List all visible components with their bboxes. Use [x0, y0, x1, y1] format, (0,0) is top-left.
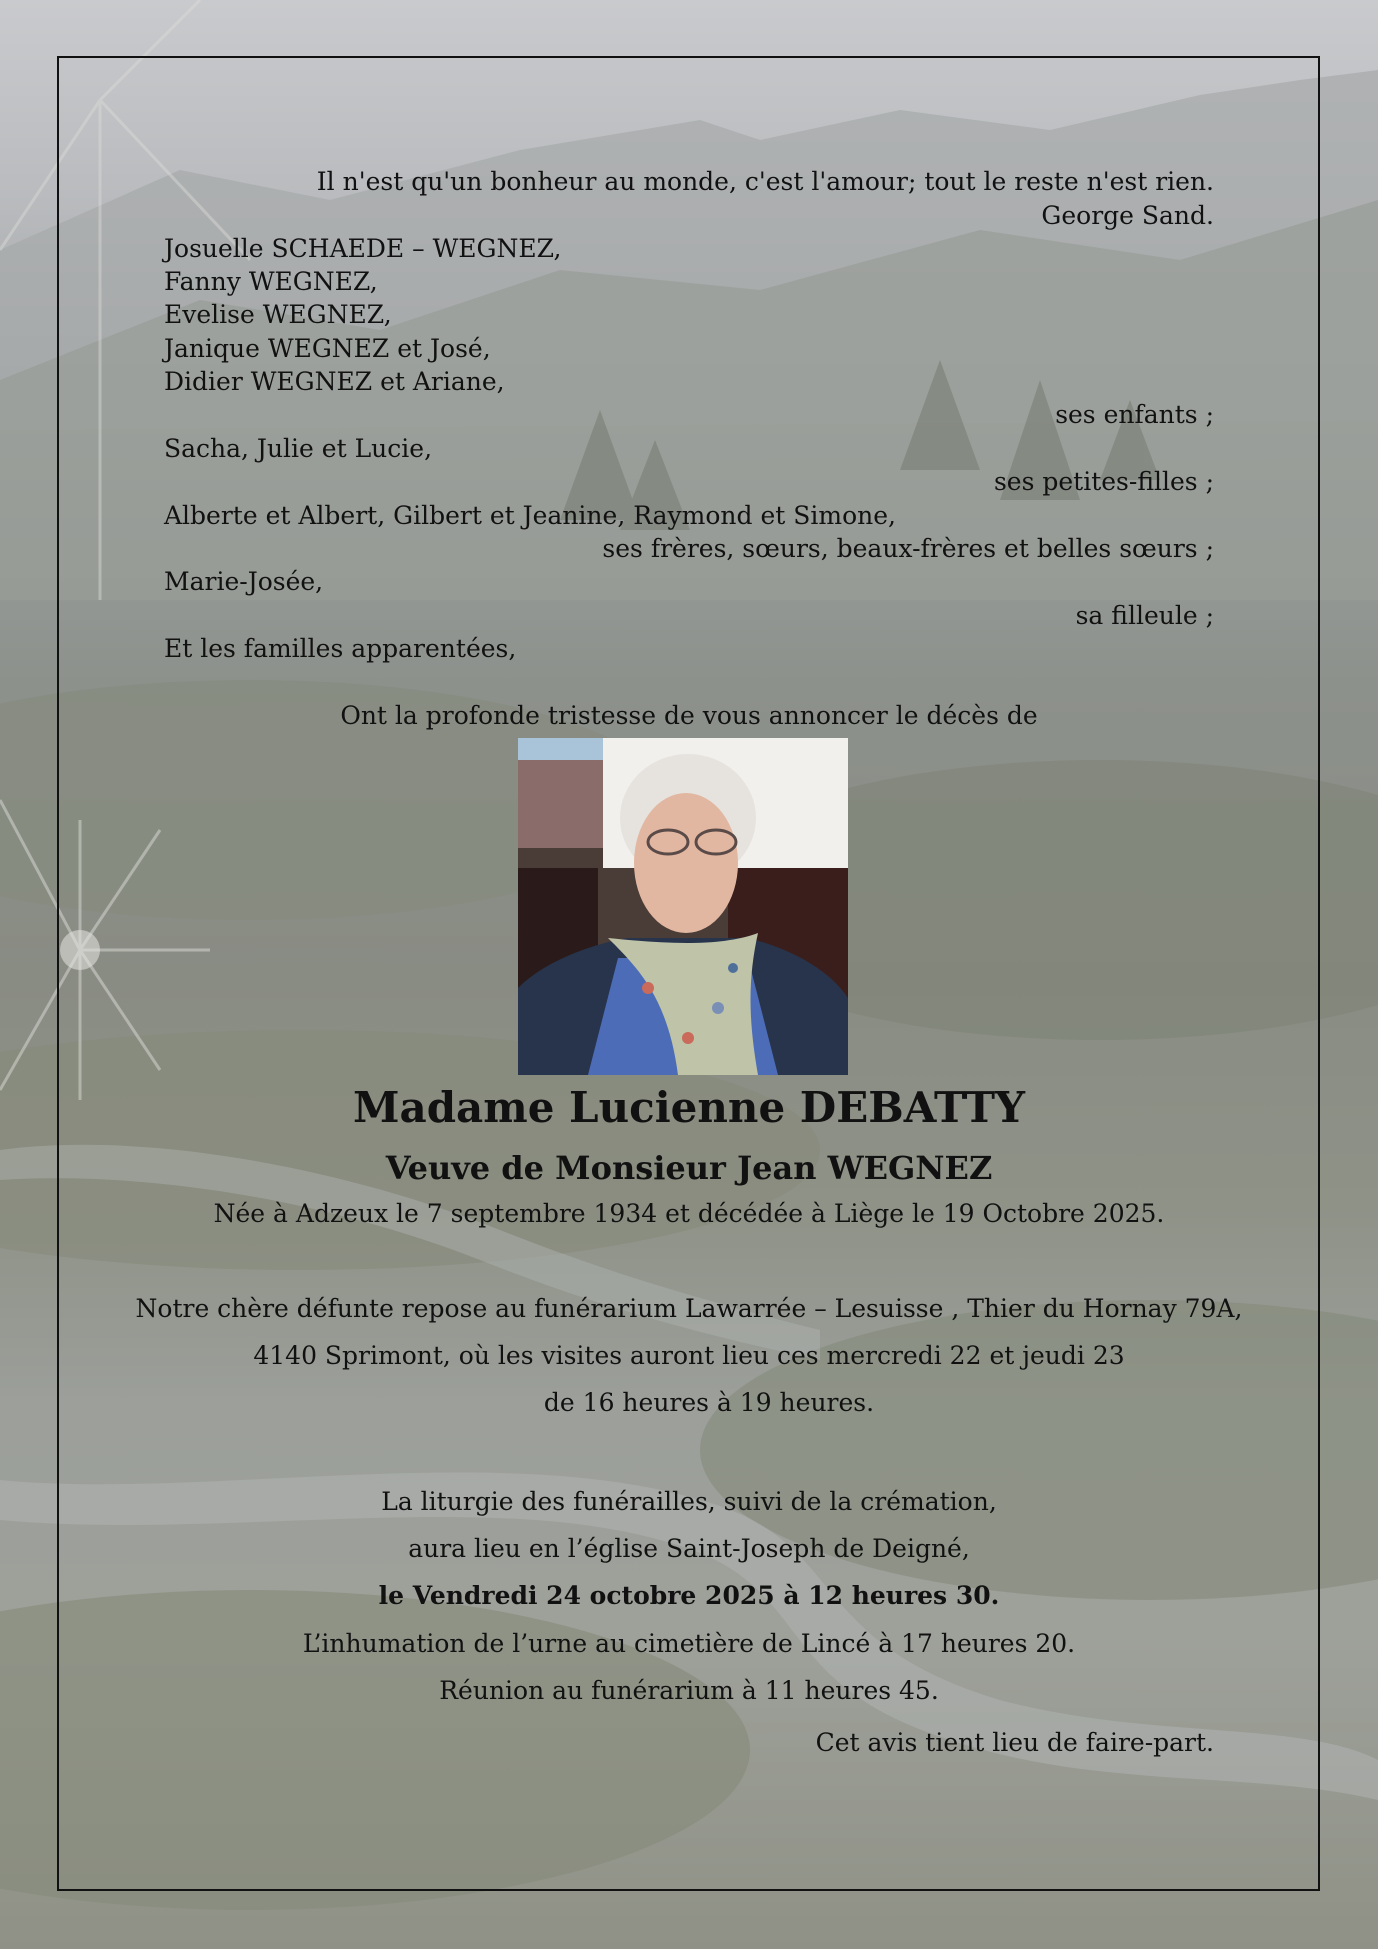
child-name: Evelise WEGNEZ, [164, 300, 392, 329]
visitation-line: 4140 Sprimont, où les visites auront lieu ces mercredi 22 et jeudi 23 [253, 1341, 1125, 1370]
families: Et les familles apparentées, [164, 634, 517, 663]
granddaughters: Sacha, Julie et Lucie, [164, 434, 433, 463]
funeral-line: La liturgie des funérailles, suivi de la crémation, [381, 1487, 997, 1516]
portrait-photo [518, 738, 848, 1075]
quote-text: Il n'est qu'un bonheur au monde, c'est l'amour; tout le reste n'est rien. [316, 167, 1214, 196]
meeting-line: Réunion au funérarium à 11 heures 45. [439, 1676, 939, 1705]
child-name: Josuelle SCHAEDE – WEGNEZ, [164, 234, 562, 263]
funeral-datetime: le Vendredi 24 octobre 2025 à 12 heures 30. [378, 1581, 1000, 1610]
child-name: Janique WEGNEZ et José, [164, 334, 491, 363]
announcement: Ont la profonde tristesse de vous annoncer le décès de [340, 701, 1038, 730]
burial-line: L’inhumation de l’urne au cimetière de Lincé à 17 heures 20. [302, 1629, 1076, 1658]
granddaughters-label: ses petites-filles ; [993, 467, 1214, 496]
funeral-line: aura lieu en l’église Saint-Joseph de Deigné, [408, 1534, 970, 1563]
siblings: Alberte et Albert, Gilbert et Jeanine, Raymond et Simone, [164, 501, 896, 530]
children-label: ses enfants ; [1055, 400, 1214, 429]
quote-author: George Sand. [1041, 201, 1214, 230]
child-name: Fanny WEGNEZ, [164, 267, 378, 296]
goddaughter: Marie-Josée, [164, 567, 324, 596]
widow-of: Veuve de Monsieur Jean WEGNEZ [385, 1149, 993, 1187]
siblings-label: ses frères, sœurs, beaux-frères et belles sœurs ; [602, 534, 1214, 563]
closing-note: Cet avis tient lieu de faire-part. [815, 1728, 1214, 1757]
deceased-name: Madame Lucienne DEBATTY [352, 1083, 1026, 1132]
visitation-line: de 16 heures à 19 heures. [543, 1388, 875, 1417]
visitation-line: Notre chère défunte repose au funérarium Lawarrée – Lesuisse , Thier du Hornay 79A, [135, 1294, 1243, 1323]
birth-death-dates: Née à Adzeux le 7 septembre 1934 et décédée à Liège le 19 Octobre 2025. [213, 1199, 1165, 1228]
child-name: Didier WEGNEZ et Ariane, [164, 367, 505, 396]
goddaughter-label: sa filleule ; [1075, 601, 1214, 630]
